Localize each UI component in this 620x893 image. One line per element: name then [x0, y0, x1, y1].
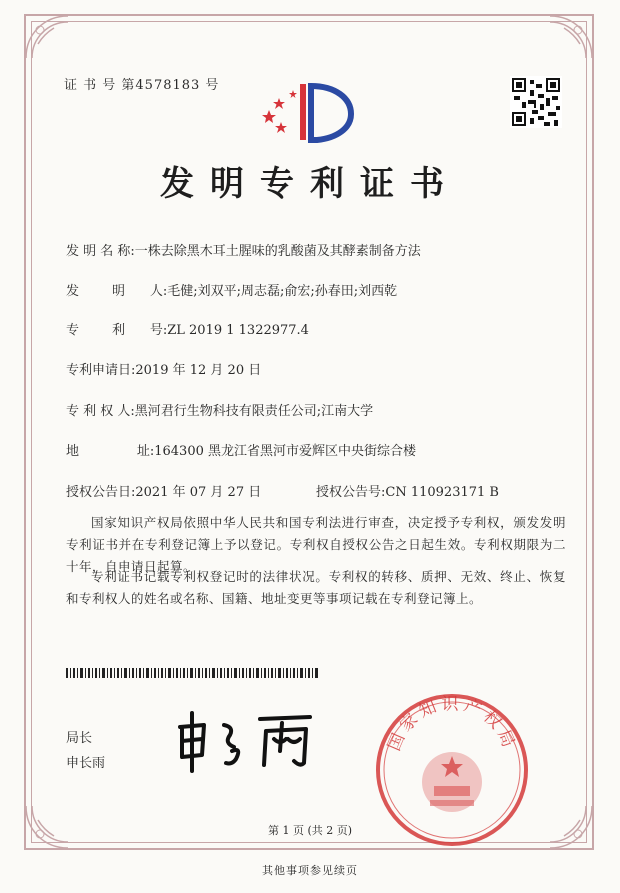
grant-date-value: 2021 年 07 月 27 日 — [135, 485, 262, 500]
certificate-number: 证 书 号 第4578183 号 — [64, 78, 220, 93]
address-value: 164300 黑龙江省黑河市爱辉区中央街综合楼 — [154, 444, 416, 459]
grant-date-label: 授权公告日: — [66, 485, 136, 500]
grant-number-value: CN 110923171 B — [385, 485, 499, 500]
director-name: 申长雨 — [66, 756, 106, 771]
seal-text: 国家知识产权局 — [384, 694, 520, 754]
grant-number-row — [316, 481, 499, 500]
barcode — [66, 668, 318, 678]
inventors-value: 毛健;刘双平;周志磊;俞宏;孙春田;刘西乾 — [167, 284, 398, 299]
page-number: 第 1 页 (共 2 页) — [267, 824, 353, 837]
invention-name-value: 一株去除黑木耳土腥味的乳酸菌及其酵素制备方法 — [134, 244, 421, 259]
patent-number-row — [66, 319, 309, 338]
patent-number-value: ZL 2019 1 1322977.4 — [167, 323, 309, 338]
qr-code — [510, 76, 562, 128]
cnipa-logo-icon — [255, 82, 363, 144]
footer-note: 其他事项参见续页 — [262, 864, 358, 877]
patentee-value: 黑河君行生物科技有限责任公司;江南大学 — [134, 404, 374, 419]
filing-date-row — [66, 359, 261, 378]
handwritten-signature — [170, 705, 320, 775]
filing-date-label: 专利申请日: — [66, 363, 136, 378]
patentee-label: 专 利 权 人: — [66, 404, 135, 419]
page-title: 发明专利证书 — [160, 164, 460, 204]
statement-paragraph-2: 专利证书记载专利权登记时的法律状况。专利权的转移、质押、无效、终止、恢复和专利权人的姓名或名称、国籍、地址变更等事项记载在专利登记簿上。 — [66, 569, 566, 606]
grant-date-row — [66, 481, 261, 500]
invention-name-row — [66, 240, 421, 259]
inventors-row — [66, 280, 397, 299]
patent-number-label: 专 利 号: — [66, 323, 168, 338]
address-label: 地 址: — [66, 444, 155, 459]
corner-ornament-top-left — [24, 14, 70, 60]
invention-name-label: 发 明 名 称: — [66, 244, 135, 259]
statement-paragraph-1: 国家知识产权局依照中华人民共和国专利法进行审查，决定授予专利权，颁发发明专利证书并在专利登记簿上予以登记。专利权自授权公告之日起生效。专利权期限为二十年，自申请日起算。 — [66, 515, 566, 574]
address-row — [66, 440, 416, 459]
patentee-row — [66, 400, 373, 419]
grant-number-label: 授权公告号: — [316, 485, 386, 500]
director-title: 局长 — [66, 731, 93, 746]
svg-text:国家知识产权局 — [384, 694, 519, 754]
inventors-label: 发 明 人: — [66, 284, 168, 299]
corner-ornament-top-right — [548, 14, 594, 60]
filing-date-value: 2019 年 12 月 20 日 — [135, 363, 262, 378]
